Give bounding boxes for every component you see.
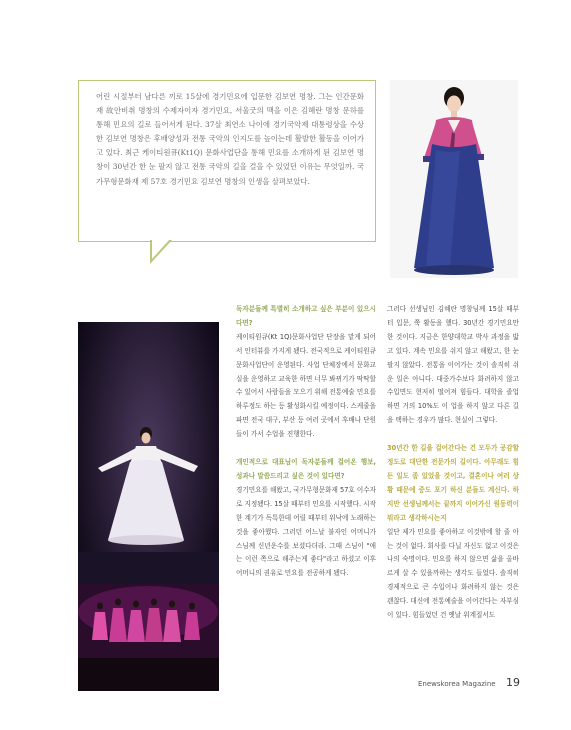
- page-number: 19: [506, 676, 520, 689]
- question-2: 개인적으로 대표님이 독자분들께 걸어온 행보, 성과나 말씀드리고 싶은 것이 있다면?: [236, 458, 376, 480]
- portrait-photo: [390, 80, 518, 278]
- question-1: 독자분들께 특별히 소개하고 싶은 부분이 있으시다면?: [236, 305, 376, 327]
- intro-text: 어린 시절부터 남다른 끼로 15살에 경기민요에 입문한 김보연 명창. 그는 인간문화재 故안비취 명창의 수제자이자 경기민요, 서울굿의 맥을 이은 김혜란 명창 문하를 통해 민요의 길로 들어서게 된다. 37살 최연소 나이에 경기국악제 대통령상을 수상한 김보연 명창은 후배양성과 전통 국악의 인지도를 높이는데 활발한 활동을 이어가고 있다. 최근 케이티원큐(Kt1Q) 문화사업단을 통해 민요를 소개하게 된 김보연 명창이 30년간 한 눈 팔지 않고 전통 국악의 길을 걸을 수 있었던 이유는 무엇일까. 국가무형문화재 제 57호 경기민요 김보연 명창의 인생을 살펴보았다.: [96, 92, 364, 186]
- answer-3: 일단 제가 민요를 좋아하고 이것밖에 할 줄 아는 것이 없다. 회사를 다닐 자신도 없고 이것은 나의 숙명이다. 민요를 하지 않으면 삶을 올바르게 살 수 있을까하는 생각도 들었다. 솔직히 경제적으로 큰 수입이나 화려하지 않는 것은 괜찮다. 대신에 전통예술을 이어간다는 자부심이 있다. 힘들었던 건 옛날 위계질서도: [387, 527, 519, 620]
- magazine-name: Enewskorea Magazine: [418, 680, 496, 688]
- question-3: 30년간 한 길을 걸어간다는 건 모두가 공감할 정도로 대단한 전문가의 길이다. 아무래도 힘든 일도 좀 있었을 것이고, 결혼이나 여러 상황 때문에 중도 포기 하신 분들도 계신다. 하지만 선생님께서는 끝까지 이어가신 원동력이 뭐라고 생각하시는지: [387, 444, 519, 522]
- answer-2: 경기민요를 해왔고, 국가무형문화재 57호 이수자로 지정됐다. 15살 때부터 민요를 시작했다. 시작한 계기가 독특한데 어릴 때부터 워낙에 노래하는 것을 좋아했다. 그러던 어느날 불자인 어머니가 스님께 신년운수를 보셨다더라. 그때 스님이 "애는 이런 쪽으로 해주는게 좋다"라고 하셨고 이후 어머니의 권유로 민요를 전공하게 됐다.: [236, 485, 376, 578]
- stage-performance-photo: [78, 322, 219, 691]
- intro-bubble-tail-inner: [152, 239, 170, 259]
- interview-column-right: [387, 303, 519, 623]
- answer-continued: 그러다 선생님인 김혜란 명창님께 15살 때부터 입문, 쭉 활동을 했다. 30년간 경기민요만 한 것이다. 지금은 한양대학교 박사 과정을 밟고 있다. 계속 민요를 쉬지 않고 해왔고, 한 눈 팔지 않았다. 전통을 이어가는 것이 솔직히 쉬운 일은 아니다. 대중가수보다 화려하지 않고 수입면도 현저히 떨어져 힘들다. 대학을 졸업하면 거의 10%도 이 업을 하지 않고 다른 길을 택하는 경우가 많다. 현실이 그렇다.: [387, 305, 519, 425]
- answer-1: 케이티원큐(Kt 1Q)문화사업단 단장을 맡게 되어서 인터뷰를 가지게 됐다. 전국적으로 케이티원큐 문화사업단이 운영된다. 사업 단체장에서 문화교실을 운영하고 교육한 하면 너무 봐뀌기가 딱딱할 수 있어서 사람들을 모으기 위해 전통예술 민요를 하루정도 하는 등 활성화시킬 예정이다. 스케줄을 파면 전국 대구, 부산 등 여러 곳에서 후배나 단원들이 가서 수업을 진행한다.: [236, 332, 376, 439]
- interview-column-middle: [236, 303, 376, 581]
